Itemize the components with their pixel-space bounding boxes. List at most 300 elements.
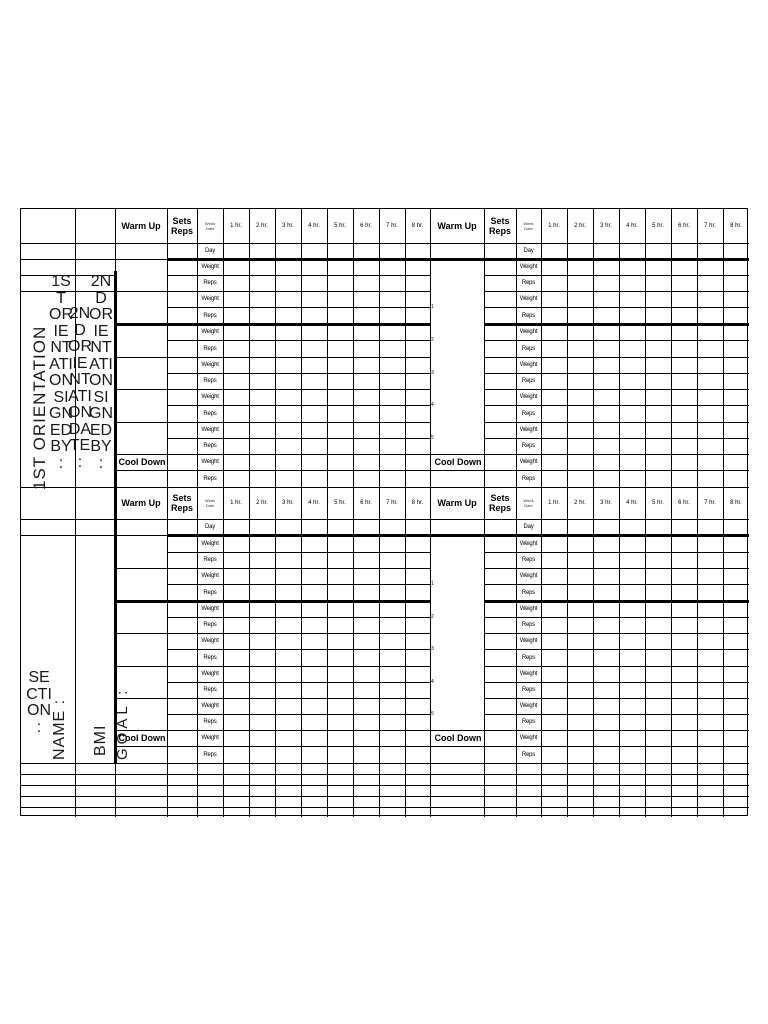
block2-right-entry-cell[interactable] [671,617,697,633]
block1-left-entry-cell[interactable] [379,454,405,470]
block2-left-sets-reps-cell[interactable] [167,682,197,698]
block1-left-entry-cell[interactable] [353,373,379,389]
block2-left-entry-cell[interactable] [249,666,275,682]
block1-left-sets-reps-cell[interactable] [167,470,197,487]
block2-right-entry-cell[interactable] [697,649,723,666]
block2-right-entry-cell[interactable] [723,535,749,552]
block2-left-entry-cell[interactable] [275,584,301,601]
block2-right-sets-reps-cell[interactable] [484,682,516,698]
block1-left-entry-cell[interactable] [249,422,275,438]
block2-right-entry-cell[interactable] [541,584,567,601]
block2-left-sets-reps-cell[interactable] [167,698,197,714]
block2-right-sets-reps-cell[interactable] [484,552,516,568]
block2-right-entry-cell[interactable] [619,568,645,584]
block1-left-entry-cell[interactable] [379,422,405,438]
block1-left-entry-cell[interactable] [353,307,379,324]
block2-right-entry-cell[interactable] [645,617,671,633]
block1-right-entry-cell[interactable] [723,259,749,275]
block1-left-sets-reps-cell[interactable] [167,454,197,470]
block1-right-entry-cell[interactable] [645,470,671,487]
block2-right-sets-reps-cell[interactable] [484,698,516,714]
block2-right-entry-cell[interactable] [593,601,619,617]
block1-left-entry-cell[interactable] [353,275,379,291]
block2-left-entry-cell[interactable] [327,714,353,730]
block1-left-entry-cell[interactable] [249,454,275,470]
block2-right-entry-cell[interactable] [645,519,671,535]
block1-left-entry-cell[interactable] [301,389,327,405]
block2-left-entry-cell[interactable] [353,746,379,763]
block1-right-entry-cell[interactable] [567,340,593,357]
block2-right-entry-cell[interactable] [541,552,567,568]
block1-right-entry-cell[interactable] [697,373,723,389]
block1-left-entry-cell[interactable] [301,438,327,454]
block2-right-entry-cell[interactable] [593,519,619,535]
block2-left-entry-cell[interactable] [379,714,405,730]
block2-left-entry-cell[interactable] [379,633,405,649]
block2-right-entry-cell[interactable] [671,633,697,649]
block2-left-sets-reps-cell[interactable] [167,584,197,601]
block2-left-entry-cell[interactable] [405,601,430,617]
block2-right-entry-cell[interactable] [567,682,593,698]
block2-right-entry-cell[interactable] [645,633,671,649]
block2-left-entry-cell[interactable] [405,617,430,633]
block1-right-entry-cell[interactable] [671,243,697,259]
block1-right-entry-cell[interactable] [697,357,723,373]
block2-right-entry-cell[interactable] [697,666,723,682]
block2-left-entry-cell[interactable] [379,617,405,633]
block2-right-entry-cell[interactable] [567,698,593,714]
block1-right-entry-cell[interactable] [723,405,749,422]
block1-left-entry-cell[interactable] [275,389,301,405]
block2-left-entry-cell[interactable] [301,746,327,763]
block1-right-entry-cell[interactable] [593,275,619,291]
block1-left-entry-cell[interactable] [353,243,379,259]
block2-right-entry-cell[interactable] [671,666,697,682]
block2-left-entry-cell[interactable] [405,649,430,666]
block2-right-entry-cell[interactable] [723,698,749,714]
block2-right-entry-cell[interactable] [645,666,671,682]
block1-right-sets-reps-cell[interactable] [484,275,516,291]
block1-left-entry-cell[interactable] [405,454,430,470]
block2-right-entry-cell[interactable] [619,584,645,601]
block2-left-entry-cell[interactable] [405,698,430,714]
block2-left-entry-cell[interactable] [275,714,301,730]
block2-left-entry-cell[interactable] [223,601,249,617]
block1-left-entry-cell[interactable] [301,291,327,307]
block2-right-sets-reps-cell[interactable] [484,584,516,601]
block1-left-entry-cell[interactable] [223,259,249,275]
block1-right-sets-reps-cell[interactable] [484,357,516,373]
block2-left-sets-reps-cell[interactable] [167,617,197,633]
block1-right-entry-cell[interactable] [671,454,697,470]
block1-right-entry-cell[interactable] [541,405,567,422]
block1-left-entry-cell[interactable] [223,454,249,470]
block1-right-entry-cell[interactable] [645,389,671,405]
block1-left-entry-cell[interactable] [301,405,327,422]
block1-right-entry-cell[interactable] [619,357,645,373]
block2-right-entry-cell[interactable] [619,535,645,552]
block2-left-entry-cell[interactable] [327,682,353,698]
block1-right-entry-cell[interactable] [567,470,593,487]
block2-left-entry-cell[interactable] [249,552,275,568]
block1-right-entry-cell[interactable] [671,373,697,389]
block1-right-entry-cell[interactable] [567,243,593,259]
block1-left-entry-cell[interactable] [405,307,430,324]
block2-left-entry-cell[interactable] [405,584,430,601]
block1-left-entry-cell[interactable] [327,454,353,470]
block1-left-entry-cell[interactable] [223,324,249,340]
block2-left-entry-cell[interactable] [301,633,327,649]
block1-right-entry-cell[interactable] [697,291,723,307]
block1-left-sets-reps-cell[interactable] [167,340,197,357]
block2-right-entry-cell[interactable] [697,535,723,552]
block1-right-entry-cell[interactable] [723,389,749,405]
block2-left-entry-cell[interactable] [249,519,275,535]
block2-left-entry-cell[interactable] [301,649,327,666]
block2-left-entry-cell[interactable] [353,730,379,746]
block1-right-entry-cell[interactable] [567,373,593,389]
block1-left-entry-cell[interactable] [327,357,353,373]
block1-left-entry-cell[interactable] [275,373,301,389]
block1-right-entry-cell[interactable] [541,243,567,259]
block2-left-entry-cell[interactable] [327,552,353,568]
block2-left-sets-reps-cell[interactable] [167,666,197,682]
block2-right-entry-cell[interactable] [541,730,567,746]
block2-right-entry-cell[interactable] [567,714,593,730]
block1-right-entry-cell[interactable] [723,307,749,324]
block1-left-entry-cell[interactable] [327,291,353,307]
block1-left-entry-cell[interactable] [249,324,275,340]
block1-left-entry-cell[interactable] [405,470,430,487]
block1-right-entry-cell[interactable] [723,373,749,389]
block1-right-entry-cell[interactable] [541,357,567,373]
block2-right-entry-cell[interactable] [697,617,723,633]
block1-right-entry-cell[interactable] [697,307,723,324]
block2-left-entry-cell[interactable] [353,649,379,666]
block1-left-entry-cell[interactable] [223,470,249,487]
block1-left-entry-cell[interactable] [327,307,353,324]
block2-right-entry-cell[interactable] [671,601,697,617]
block2-right-entry-cell[interactable] [567,617,593,633]
block2-right-entry-cell[interactable] [645,698,671,714]
block1-right-entry-cell[interactable] [619,373,645,389]
block1-right-entry-cell[interactable] [567,454,593,470]
block2-right-entry-cell[interactable] [697,519,723,535]
block1-left-entry-cell[interactable] [223,438,249,454]
block1-left-entry-cell[interactable] [327,340,353,357]
block1-left-entry-cell[interactable] [379,291,405,307]
block1-right-entry-cell[interactable] [697,422,723,438]
block2-left-entry-cell[interactable] [405,730,430,746]
block1-right-entry-cell[interactable] [593,340,619,357]
block2-right-entry-cell[interactable] [593,617,619,633]
block2-left-entry-cell[interactable] [223,730,249,746]
block2-left-entry-cell[interactable] [301,552,327,568]
block1-right-sets-reps-cell[interactable] [484,291,516,307]
block2-left-entry-cell[interactable] [379,746,405,763]
block2-left-entry-cell[interactable] [405,552,430,568]
block1-left-entry-cell[interactable] [301,324,327,340]
block2-left-entry-cell[interactable] [379,519,405,535]
block1-left-entry-cell[interactable] [405,324,430,340]
block1-right-entry-cell[interactable] [697,275,723,291]
block2-right-entry-cell[interactable] [697,698,723,714]
block1-left-sets-reps-cell[interactable] [167,389,197,405]
block1-right-sets-reps-cell[interactable] [484,438,516,454]
block2-right-entry-cell[interactable] [593,746,619,763]
block2-right-entry-cell[interactable] [697,730,723,746]
block2-left-entry-cell[interactable] [353,535,379,552]
block2-left-entry-cell[interactable] [223,535,249,552]
block1-right-entry-cell[interactable] [671,389,697,405]
block1-right-entry-cell[interactable] [541,470,567,487]
block2-right-entry-cell[interactable] [567,649,593,666]
block1-left-entry-cell[interactable] [379,373,405,389]
block1-left-entry-cell[interactable] [223,307,249,324]
block2-right-entry-cell[interactable] [567,535,593,552]
block1-right-entry-cell[interactable] [645,259,671,275]
block2-left-entry-cell[interactable] [353,552,379,568]
block2-right-entry-cell[interactable] [541,649,567,666]
block1-right-entry-cell[interactable] [619,307,645,324]
block2-left-entry-cell[interactable] [223,746,249,763]
block1-right-entry-cell[interactable] [541,275,567,291]
block2-right-entry-cell[interactable] [541,519,567,535]
block1-right-entry-cell[interactable] [541,373,567,389]
block1-left-entry-cell[interactable] [327,389,353,405]
block1-left-sets-reps-cell[interactable] [167,373,197,389]
block2-left-entry-cell[interactable] [249,682,275,698]
block2-left-entry-cell[interactable] [353,666,379,682]
block2-left-entry-cell[interactable] [379,601,405,617]
block2-right-entry-cell[interactable] [697,714,723,730]
block1-right-entry-cell[interactable] [645,405,671,422]
block1-right-entry-cell[interactable] [567,438,593,454]
block1-right-entry-cell[interactable] [645,422,671,438]
block1-left-entry-cell[interactable] [327,243,353,259]
block2-left-entry-cell[interactable] [249,649,275,666]
block1-left-entry-cell[interactable] [275,275,301,291]
block2-right-entry-cell[interactable] [671,714,697,730]
block1-left-sets-reps-cell[interactable] [167,275,197,291]
block2-left-entry-cell[interactable] [301,666,327,682]
block2-right-entry-cell[interactable] [567,601,593,617]
block1-right-entry-cell[interactable] [697,438,723,454]
block2-right-entry-cell[interactable] [567,746,593,763]
block1-left-entry-cell[interactable] [249,291,275,307]
block1-right-entry-cell[interactable] [619,259,645,275]
block2-left-entry-cell[interactable] [405,535,430,552]
block2-left-entry-cell[interactable] [327,601,353,617]
block1-left-entry-cell[interactable] [379,243,405,259]
block2-right-entry-cell[interactable] [593,584,619,601]
block2-right-entry-cell[interactable] [723,519,749,535]
block1-left-entry-cell[interactable] [249,470,275,487]
block1-left-entry-cell[interactable] [327,324,353,340]
block2-right-entry-cell[interactable] [619,746,645,763]
block2-left-entry-cell[interactable] [249,730,275,746]
block2-left-entry-cell[interactable] [353,617,379,633]
block2-right-entry-cell[interactable] [619,633,645,649]
block2-right-entry-cell[interactable] [697,552,723,568]
block1-right-entry-cell[interactable] [645,340,671,357]
block2-right-entry-cell[interactable] [723,584,749,601]
block2-right-entry-cell[interactable] [619,682,645,698]
block2-left-sets-reps-cell[interactable] [167,568,197,584]
block1-right-entry-cell[interactable] [593,357,619,373]
block2-left-sets-reps-cell[interactable] [167,730,197,746]
block1-right-entry-cell[interactable] [723,243,749,259]
block1-right-sets-reps-cell[interactable] [484,340,516,357]
block1-left-entry-cell[interactable] [275,422,301,438]
block2-left-entry-cell[interactable] [379,730,405,746]
block2-right-entry-cell[interactable] [567,666,593,682]
block2-left-entry-cell[interactable] [275,617,301,633]
block1-left-entry-cell[interactable] [379,307,405,324]
block2-left-sets-reps-cell[interactable] [167,649,197,666]
block1-left-sets-reps-cell[interactable] [167,438,197,454]
block2-right-entry-cell[interactable] [723,714,749,730]
block2-right-entry-cell[interactable] [697,584,723,601]
block1-left-entry-cell[interactable] [353,291,379,307]
block1-right-entry-cell[interactable] [697,324,723,340]
block2-right-entry-cell[interactable] [697,682,723,698]
block1-right-entry-cell[interactable] [619,470,645,487]
block2-left-entry-cell[interactable] [223,519,249,535]
block2-right-entry-cell[interactable] [541,617,567,633]
block2-left-entry-cell[interactable] [327,649,353,666]
block2-right-entry-cell[interactable] [671,730,697,746]
block2-right-entry-cell[interactable] [645,584,671,601]
block1-right-entry-cell[interactable] [697,470,723,487]
block2-right-sets-reps-cell[interactable] [484,649,516,666]
block2-right-entry-cell[interactable] [723,666,749,682]
block1-left-entry-cell[interactable] [249,243,275,259]
block1-right-entry-cell[interactable] [593,307,619,324]
block1-right-entry-cell[interactable] [567,422,593,438]
block1-right-entry-cell[interactable] [671,324,697,340]
block1-right-entry-cell[interactable] [671,307,697,324]
block1-right-entry-cell[interactable] [593,454,619,470]
block2-right-entry-cell[interactable] [645,649,671,666]
block2-left-entry-cell[interactable] [405,682,430,698]
block1-right-entry-cell[interactable] [723,422,749,438]
block1-right-entry-cell[interactable] [567,291,593,307]
block1-right-entry-cell[interactable] [723,291,749,307]
block2-right-entry-cell[interactable] [671,568,697,584]
block2-left-entry-cell[interactable] [327,698,353,714]
block2-right-entry-cell[interactable] [619,698,645,714]
block1-left-entry-cell[interactable] [275,307,301,324]
block2-right-sets-reps-cell[interactable] [484,617,516,633]
block2-left-entry-cell[interactable] [405,666,430,682]
block2-left-entry-cell[interactable] [275,519,301,535]
block1-right-entry-cell[interactable] [541,438,567,454]
block1-left-entry-cell[interactable] [379,340,405,357]
block2-left-entry-cell[interactable] [379,682,405,698]
block2-right-entry-cell[interactable] [697,746,723,763]
block1-right-entry-cell[interactable] [645,454,671,470]
block1-left-entry-cell[interactable] [405,291,430,307]
block1-left-entry-cell[interactable] [301,470,327,487]
block2-right-entry-cell[interactable] [619,601,645,617]
block2-right-entry-cell[interactable] [645,746,671,763]
block1-left-entry-cell[interactable] [327,259,353,275]
block2-right-sets-reps-cell[interactable] [484,633,516,649]
block2-right-entry-cell[interactable] [671,535,697,552]
block1-left-entry-cell[interactable] [353,422,379,438]
block2-right-entry-cell[interactable] [567,633,593,649]
block1-left-entry-cell[interactable] [275,454,301,470]
block2-right-entry-cell[interactable] [645,714,671,730]
block2-right-entry-cell[interactable] [723,682,749,698]
block1-left-entry-cell[interactable] [249,340,275,357]
block1-right-entry-cell[interactable] [619,291,645,307]
block2-left-entry-cell[interactable] [405,519,430,535]
block1-left-entry-cell[interactable] [405,357,430,373]
block2-right-entry-cell[interactable] [619,649,645,666]
block1-left-entry-cell[interactable] [353,454,379,470]
block2-left-entry-cell[interactable] [275,682,301,698]
block1-right-entry-cell[interactable] [697,405,723,422]
block1-left-entry-cell[interactable] [405,389,430,405]
block2-right-entry-cell[interactable] [723,617,749,633]
block2-right-entry-cell[interactable] [671,698,697,714]
block2-left-entry-cell[interactable] [249,633,275,649]
block1-left-entry-cell[interactable] [223,291,249,307]
block1-right-entry-cell[interactable] [593,373,619,389]
block2-left-entry-cell[interactable] [249,746,275,763]
block2-left-entry-cell[interactable] [353,698,379,714]
block1-right-entry-cell[interactable] [645,357,671,373]
block2-left-entry-cell[interactable] [327,746,353,763]
block1-right-entry-cell[interactable] [567,307,593,324]
block2-left-entry-cell[interactable] [223,568,249,584]
block1-left-entry-cell[interactable] [405,438,430,454]
block1-left-entry-cell[interactable] [275,291,301,307]
block2-left-entry-cell[interactable] [379,535,405,552]
block1-right-entry-cell[interactable] [671,291,697,307]
block2-right-entry-cell[interactable] [541,535,567,552]
block1-right-entry-cell[interactable] [645,275,671,291]
block2-right-entry-cell[interactable] [723,746,749,763]
block2-left-entry-cell[interactable] [223,649,249,666]
block1-left-entry-cell[interactable] [223,275,249,291]
block2-right-entry-cell[interactable] [593,682,619,698]
block2-left-entry-cell[interactable] [379,552,405,568]
block2-right-entry-cell[interactable] [593,730,619,746]
block1-right-entry-cell[interactable] [671,275,697,291]
block2-left-entry-cell[interactable] [249,714,275,730]
block1-right-entry-cell[interactable] [697,389,723,405]
block2-right-sets-reps-cell[interactable] [484,535,516,552]
block2-left-entry-cell[interactable] [353,584,379,601]
block1-right-entry-cell[interactable] [723,438,749,454]
block2-right-entry-cell[interactable] [593,714,619,730]
block2-right-entry-cell[interactable] [723,601,749,617]
block2-left-entry-cell[interactable] [301,584,327,601]
block2-right-entry-cell[interactable] [593,568,619,584]
block1-right-entry-cell[interactable] [593,324,619,340]
block2-right-entry-cell[interactable] [697,601,723,617]
block2-left-entry-cell[interactable] [301,714,327,730]
block2-right-entry-cell[interactable] [645,568,671,584]
block2-left-entry-cell[interactable] [353,682,379,698]
block2-right-entry-cell[interactable] [541,633,567,649]
block1-left-entry-cell[interactable] [353,357,379,373]
block1-right-sets-reps-cell[interactable] [484,454,516,470]
block1-right-entry-cell[interactable] [541,389,567,405]
